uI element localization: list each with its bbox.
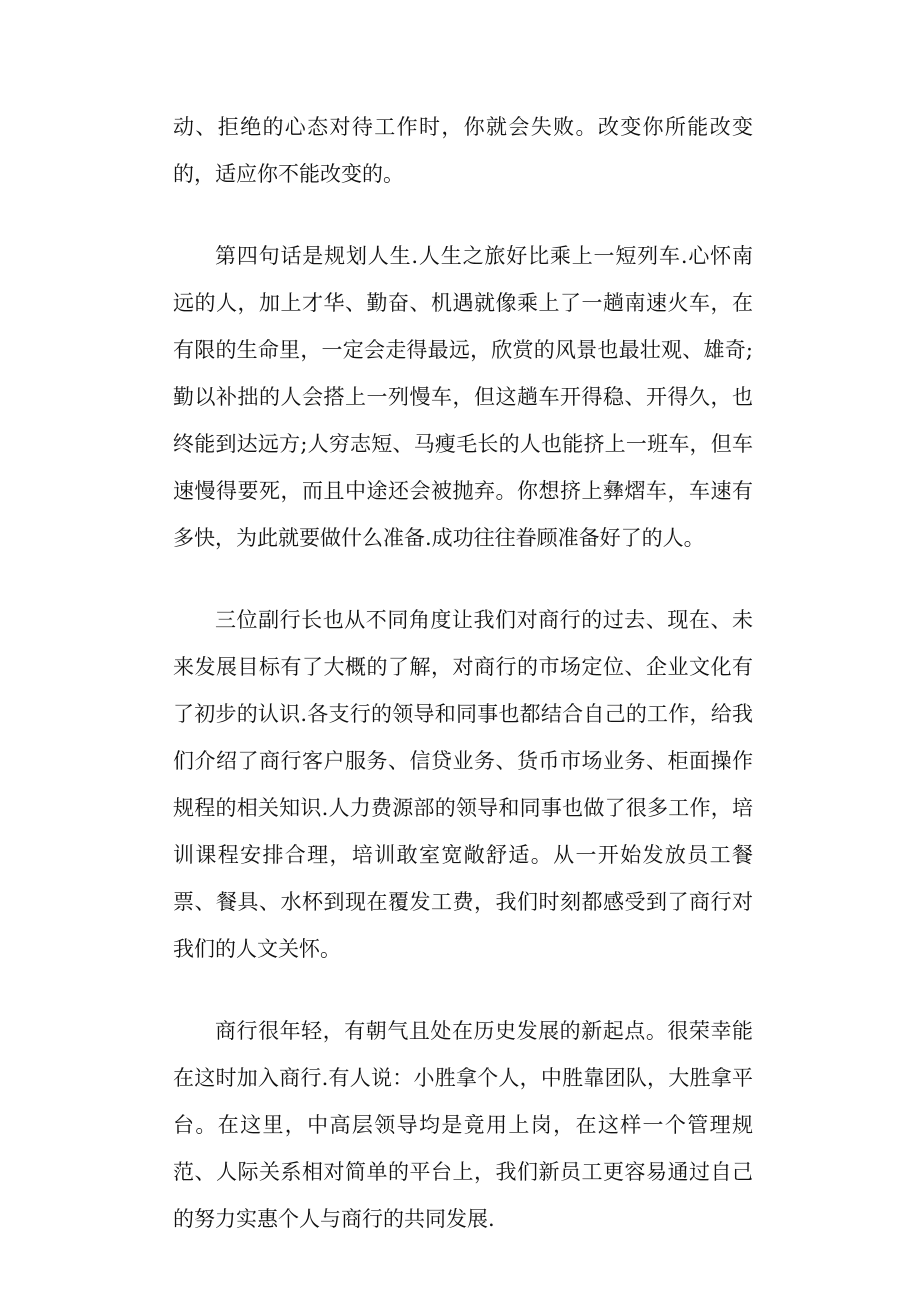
paragraph-vice-presidents: 三位副行长也从不同角度让我们对商行的过去、现在、未来发展目标有了大概的了解，对商行的市场定位、企业文化有了初步的认识.各支行的领导和同事也都结合自己的工作，给我们介绍了商行客户服务、信贷业务、货币市场业务、柜面操作规程的相关知识.人力费源部的领导和同事也做了很多工作，培训课程安排合理，培训敢室宽敞舒适。从一开始发放员工餐票、餐具、水杯到现在覆发工费，我们时刻都感受到了商行对我们的人文关怀。 [173,608,753,961]
document-body [173,104,753,1278]
paragraph-young-bank: 商行很年轻，有朝气且处在历史发展的新起点。很荣幸能在这时加入商行.有人说：小胜拿个人，中胜靠团队，大胜拿平台。在这里，中高层领导均是竟用上岗，在这样一个管理规范、人际关系相对简单的平台上，我们新员工更容易通过自己的努力实惠个人与商行的共同发展. [173,1019,753,1231]
paragraph-continuation: 动、拒绝的心态对待工作时，你就会失败。改变你所能改变的，适应你不能改变的。 [173,115,753,186]
paragraph-life-planning: 第四句话是规划人生.人生之旅好比乘上一短列车.心怀南远的人，加上才华、勤奋、机遇就像乘上了一趟南速火车，在有限的生命里，一定会走得最远，欣赏的风景也最壮观、雄奇;勤以补拙的人会搭上一列慢车，但这趟车开得稳、开得久，也终能到达远方;人穷志短、马瘦毛长的人也能挤上一班车，但车速慢得要死，而且中途还会被抛弃。你想挤上彝熠车，车速有多快，为此就要做什么准备.成功往往眷顾准备好了的人。 [173,244,753,550]
